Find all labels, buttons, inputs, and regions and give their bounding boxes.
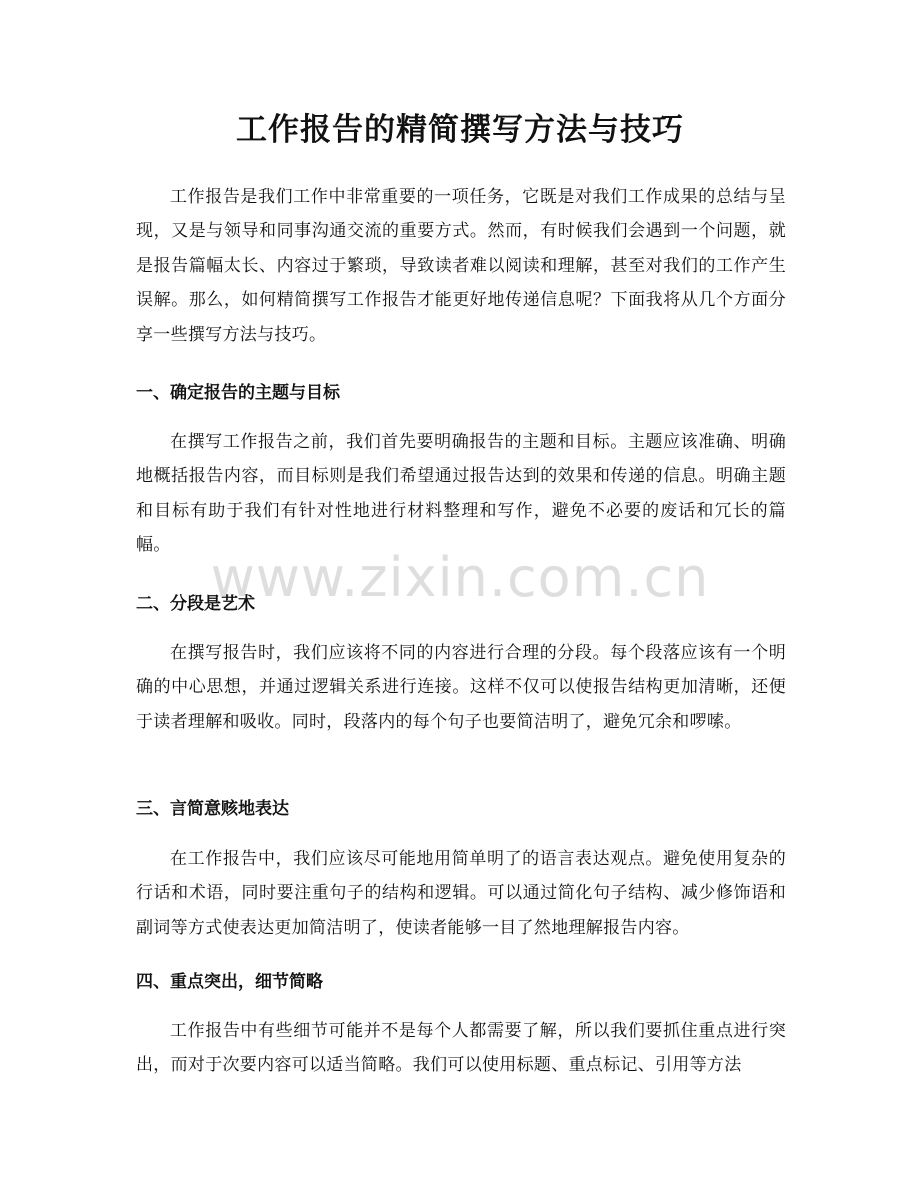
document-title: 工作报告的精简撰写方法与技巧 (236, 112, 684, 148)
watermark: www.zixin.com.cn (210, 546, 710, 609)
section-body-2: 在撰写报告时，我们应该将不同的内容进行合理的分段。每个段落应该有一个明确的中心思想，并通过逻辑关系进行连接。这样不仅可以使报告结构更加清晰，还便于读者理解和吸收。同时，段落内的每个句子也要简洁明了，避免冗余和啰嗦。 (136, 643, 786, 732)
intro-paragraph: 工作报告是我们工作中非常重要的一项任务，它既是对我们工作成果的总结与呈现，又是与领导和同事沟通交流的重要方式。然而，有时候我们会遇到一个问题，就是报告篇幅太长、内容过于繁琐，导致读者难以阅读和理解，甚至对我们的工作产生误解。那么，如何精简撰写工作报告才能更好地传递信息呢？下面我将从几个方面分享一些撰写方法与技巧。 (136, 187, 786, 345)
section-heading-1: 一、确定报告的主题与目标 (136, 383, 340, 403)
section-body-1: 在撰写工作报告之前，我们首先要明确报告的主题和目标。主题应该准确、明确地概括报告内容，而目标则是我们希望通过报告达到的效果和传递的信息。明确主题和目标有助于我们有针对性地进行材料整理和写作，避免不必要的废话和冗长的篇幅。 (136, 432, 786, 556)
section-heading-2: 二、分段是艺术 (136, 594, 255, 614)
section-body-3: 在工作报告中，我们应该尽可能地用简单明了的语言表达观点。避免使用复杂的行话和术语，同时要注重句子的结构和逻辑。可以通过简化句子结构、减少修饰语和副词等方式使表达更加简洁明了，使读者能够一目了然地理解报告内容。 (136, 849, 786, 938)
section-heading-3: 三、言简意赅地表达 (136, 799, 289, 819)
section-body-4: 工作报告中有些细节可能并不是每个人都需要了解，所以我们要抓住重点进行突出，而对于次要内容可以适当简略。我们可以使用标题、重点标记、引用等方法 (136, 1021, 786, 1076)
section-heading-4: 四、重点突出，细节简略 (136, 972, 323, 992)
